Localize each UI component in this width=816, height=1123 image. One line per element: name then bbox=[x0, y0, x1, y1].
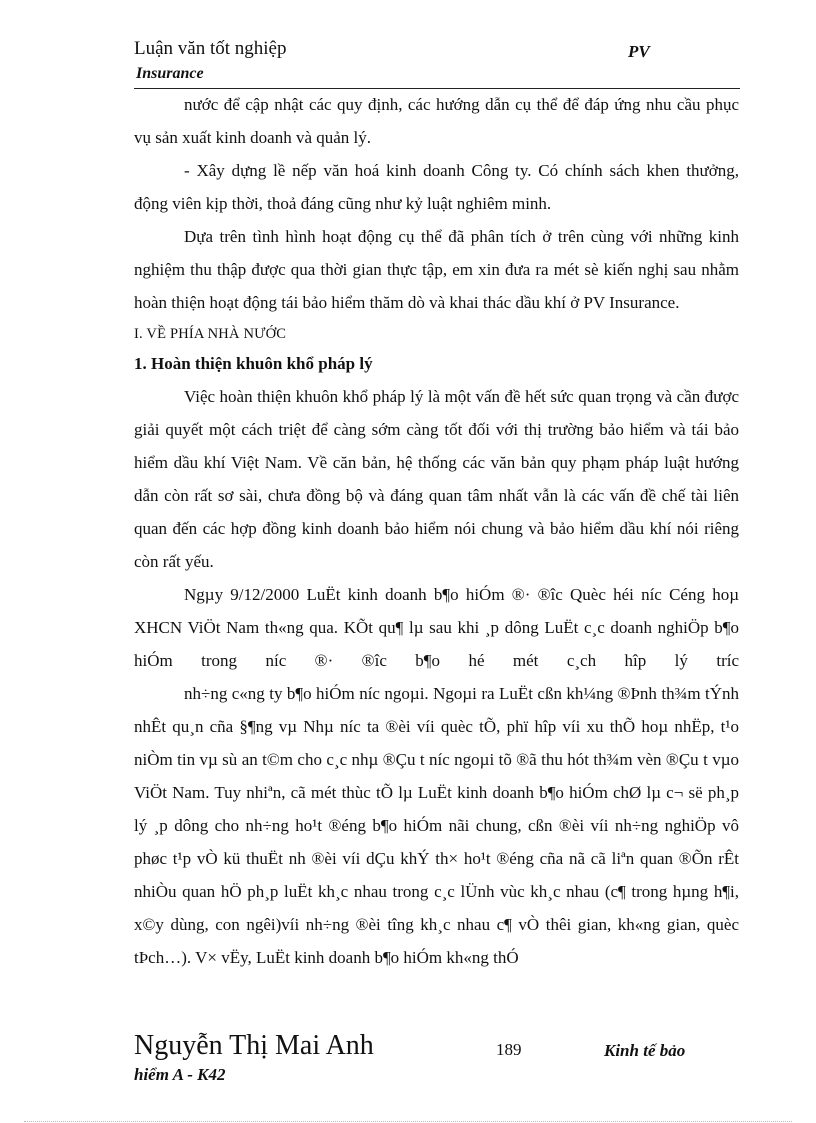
header-title: Luận văn tốt nghiệp bbox=[134, 38, 287, 59]
footer-major: Kinh tế bảo bbox=[604, 1041, 686, 1060]
document-body bbox=[134, 88, 739, 974]
header-company-sub: Insurance bbox=[136, 65, 204, 82]
footer-author: Nguyễn Thị Mai Anh bbox=[134, 1030, 374, 1061]
paragraph-5-part-2: nh÷ng c«ng ty b¶o hiÓm níc ngoµi. Ngoµi ra LuËt cßn kh¼ng ®Þnh th¾m tÝnh nhÊt qu¸n cña §¶ng vµ Nhµ níc ta ®èi víi quèc tÕ, phï hîp víi xu thÕ hoµ nhËp, t¹o niÒm tin vµ sù an t©m cho c¸c nhµ ®Çu t níc ngoµi tõ ®ã thu hót th¾m vèn ®Çu t vµo ViÖt Nam. Tuy nhiªn, cã mét thùc tÕ lµ LuËt kinh doanh b¶o hiÓm chØ lµ c¬ së ph¸p lý ¸p dông cho nh÷ng ho¹t ®éng b¶o hiÓm nãi chung, cßn ®èi víi nh÷ng nghiÖp vô phøc t¹p vÒ kü thuËt nh ®èi víi dÇu khÝ th× ho¹t ®éng cña nã cã liªn quan ®Õn rÊt nhiÒu quan hÖ ph¸p luËt kh¸c nhau trong c¸c lÜnh vùc kh¸c nhau (c¶ trong hµng h¶i, x©y dùng, con ngêi)víi nh÷ng ®èi tîng kh¸c nhau c¶ vÒ thêi gian, kh«ng gian, quèc tÞch…). V× vËy, LuËt kinh doanh b¶o hiÓm kh«ng thÓ bbox=[134, 684, 739, 967]
page-number: 189 bbox=[496, 1040, 522, 1059]
paragraph-5-part-1: Ngµy 9/12/2000 LuËt kinh doanh b¶o hiÓm ®· ®îc Quèc héi níc Céng hoµ XHCN ViÖt Nam th«ng qua. KÕt qu¶ lµ sau khi ¸p dông LuËt c¸c doanh nghiÖp b¶o hiÓm trong níc ®· ®îc b¶o hé mét c¸ch hîp lý tríc bbox=[134, 585, 739, 670]
paragraph-3: Dựa trên tình hình hoạt động cụ thể đã phân tích ở trên cùng với những kinh nghiệm thu thập được qua thời gian thực tập, em xin đưa ra mét sè kiến nghị sau nhằm hoàn thiện hoạt động tái bảo hiểm thăm dò và khai thác dầu khí ở PV Insurance. bbox=[134, 227, 739, 312]
paragraph-2: - Xây dựng lề nếp văn hoá kinh doanh Công ty. Có chính sách khen thưởng, động viên kịp thời, thoả đáng cũng như kỷ luật nghiêm minh. bbox=[134, 161, 739, 213]
footer-major-sub: hiểm A - K42 bbox=[134, 1065, 226, 1084]
paragraph-1: nước để cập nhật các quy định, các hướng dẫn cụ thể để đáp ứng nhu cầu phục vụ sản xuất kinh doanh và quản lý. bbox=[134, 95, 739, 147]
subsection-heading: 1. Hoàn thiện khuôn khổ pháp lý bbox=[134, 354, 373, 373]
paragraph-4: Việc hoàn thiện khuôn khổ pháp lý là một vấn đề hết sức quan trọng và cần được giải quyết một cách triệt để càng sớm càng tốt đối với thị trường bảo hiểm và tái bảo hiểm dầu khí Việt Nam. Về căn bản, hệ thống các văn bản quy phạm pháp luật hướng dẫn còn rất sơ sài, chưa đồng bộ và đáng quan tâm nhất vẫn là các vấn đề chế tài liên quan đến các hợp đồng kinh doanh bảo hiểm nói chung và bảo hiểm dầu khí nói riêng còn rất yếu. bbox=[134, 387, 739, 571]
section-heading: I. VỀ PHÍA NHÀ NƯỚC bbox=[134, 326, 287, 342]
page-edge bbox=[24, 1121, 792, 1122]
header-company: PV bbox=[628, 42, 650, 61]
